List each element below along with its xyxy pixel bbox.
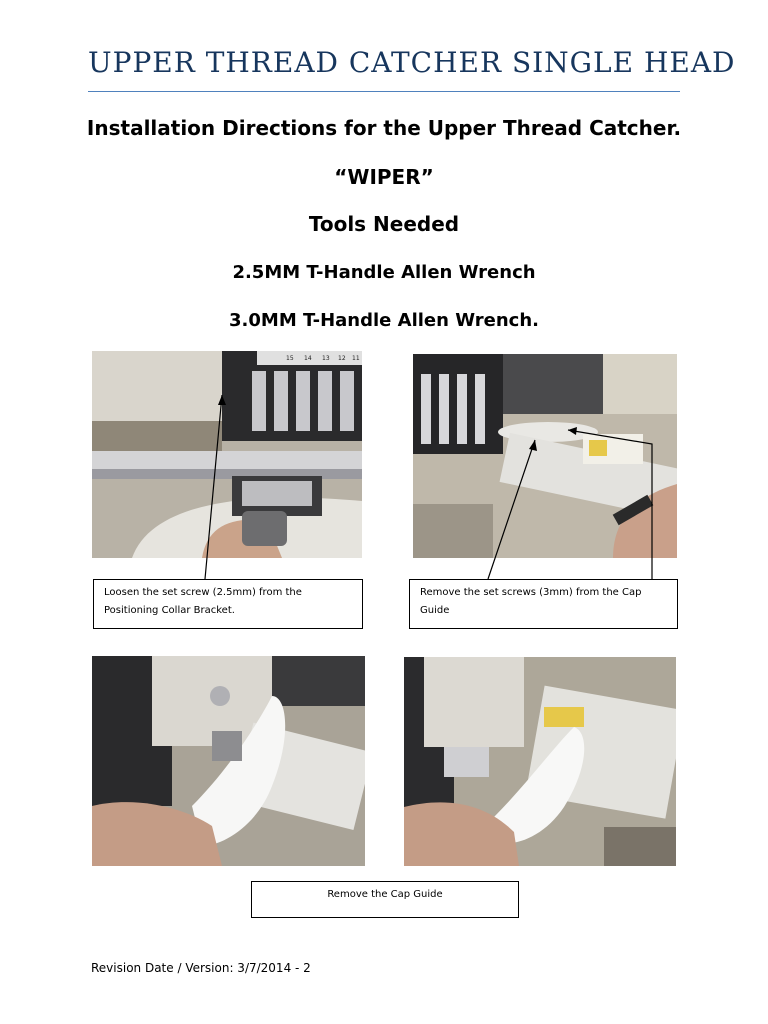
photo-cap-guide-screws	[413, 354, 677, 558]
wiper-subheading: “WIPER”	[334, 165, 434, 189]
tool-item-1: 2.5MM T-Handle Allen Wrench	[232, 262, 536, 283]
caption-step2-line2: Guide	[420, 605, 450, 616]
caption-loosen-set-screw	[93, 579, 363, 629]
photo-positioning-collar	[92, 351, 362, 558]
needle-number-13: 13	[322, 355, 330, 362]
needle-number-12: 12	[338, 355, 346, 362]
title-underline	[88, 91, 680, 92]
caption-step3-text: Remove the Cap Guide	[327, 889, 443, 900]
caption-remove-cap-guide	[251, 881, 519, 918]
caption-step1-line1: Loosen the set screw (2.5mm) from the	[104, 587, 302, 598]
needle-number-11: 11	[352, 355, 360, 362]
needle-number-14: 14	[304, 355, 312, 362]
caption-step2-line1: Remove the set screws (3mm) from the Cap	[420, 587, 642, 598]
tool-item-2: 3.0MM T-Handle Allen Wrench.	[229, 310, 539, 331]
caption-step1-line2: Positioning Collar Bracket.	[104, 605, 235, 616]
needle-number-15: 15	[286, 355, 294, 362]
tools-heading: Tools Needed	[308, 212, 460, 236]
caption-remove-set-screws	[409, 579, 678, 629]
document-title: UPPER THREAD CATCHER SINGLE HEAD	[88, 46, 736, 79]
photo-remove-cap-guide-2	[404, 657, 676, 866]
photo-remove-cap-guide-1	[92, 656, 365, 866]
revision-footer: Revision Date / Version: 3/7/2014 - 2	[91, 961, 311, 975]
installation-heading: Installation Directions for the Upper Thread Catcher.	[86, 116, 682, 140]
